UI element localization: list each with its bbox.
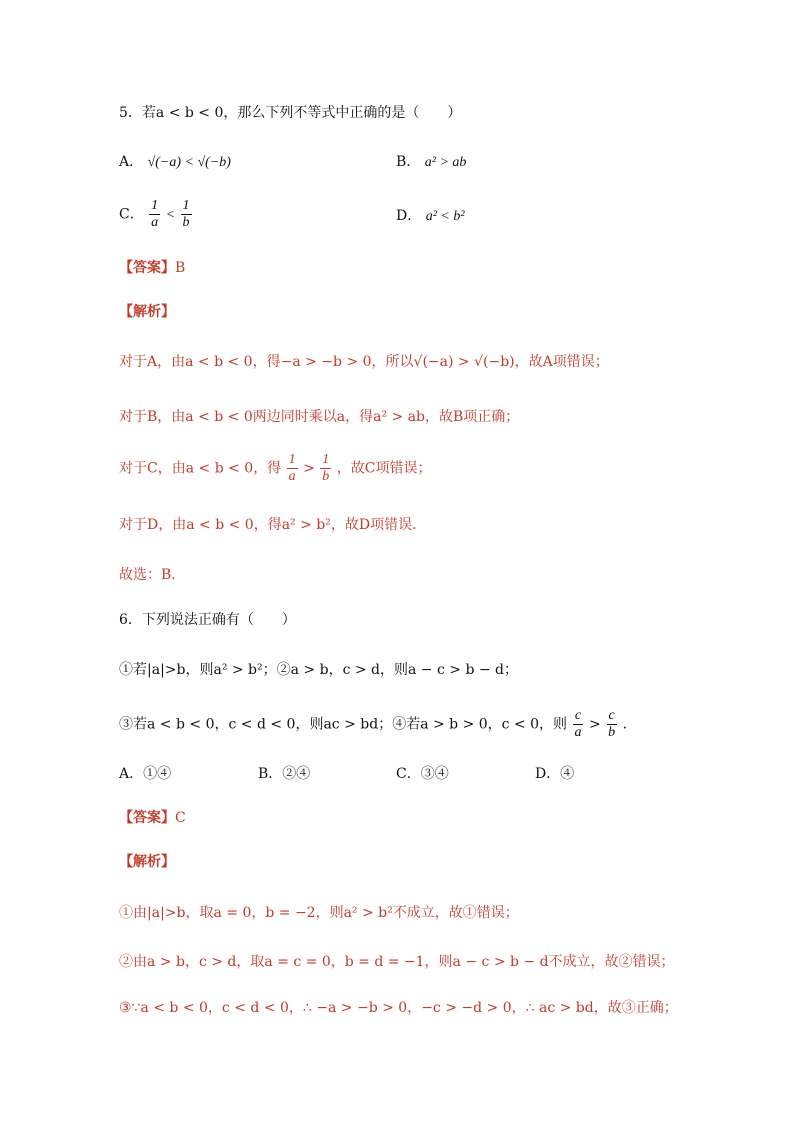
q5-analysis-label: 【解析】 [119,304,175,320]
q5-analysis-line-a: 对于A，由a < b < 0，得−a > −b > 0，所以√(−a) > √(−b)，故A项错误； [119,354,609,370]
q5-option-b-text: a² > ab [424,155,467,170]
q6-line2-frac2 [606,708,617,741]
q6-analysis-line-3: ③∵a < b < 0，c < d < 0，∴ −a > −b > 0，−c > −d > 0，∴ ac > bd，故③正确； [119,1000,678,1016]
q5-option-c-label: C． [119,206,144,223]
answer-label: 【答案】 [119,260,175,276]
q5-option-c-frac-right [181,198,192,231]
q6-answer [119,808,186,828]
frac-num: 1 [182,198,190,213]
frac-num: 1 [151,198,159,213]
frac-num: c [608,708,615,723]
q5-option-a[interactable] [119,152,231,173]
frac-den: a [151,215,159,230]
q6-option-d[interactable]: D．④ [535,766,575,782]
frac-den: b [182,215,190,230]
q5-option-d-text: a² < b² [425,209,465,224]
q5-analysis-line-c [119,452,431,485]
q6-analysis-line-1: ①由|a|>b，取a = 0，b = −2，则a² > b²不成立，故①错误； [119,905,519,921]
q5-option-c-op: < [165,207,176,223]
answer-value: B [175,260,186,276]
q5-analysis-line-b: 对于B，由a < b < 0两边同时乘以a，得a² > ab，故B项正确； [119,409,520,425]
frac-den: b [322,469,330,484]
frac-den: a [288,469,296,484]
q6-stem: 6．下列说法正确有（ ） [119,612,296,628]
q5-answer [119,258,185,278]
frac-den: a [574,725,582,740]
answer-value: C [175,810,186,826]
analysis-c-op: > [303,460,315,477]
analysis-c-suffix: ，故C项错误； [336,460,432,477]
q6-line2-suffix: ． [622,716,637,733]
q6-analysis-line-2: ②由a > b，c > d，取a = c = 0，b = d = −1，则a − c > b − d不成立，故②错误； [119,954,675,970]
analysis-c-frac1 [287,452,298,485]
q5-analysis-line-d: 对于D，由a < b < 0，得a² > b²，故D项错误． [119,517,427,533]
q5-stem: 5．若a < b < 0，那么下列不等式中正确的是（ ） [119,105,462,121]
q6-option-c[interactable]: C．③④ [396,766,449,782]
q5-option-c[interactable] [119,198,193,231]
q6-analysis-label: 【解析】 [119,854,175,870]
answer-label: 【答案】 [119,810,175,826]
q6-line2-frac1 [573,708,584,741]
q5-option-d-label: D． [396,208,422,224]
q6-option-a[interactable]: A．①④ [119,766,172,782]
frac-num: 1 [322,452,330,467]
q5-conclusion: 故选：B． [119,567,186,583]
q5-option-c-frac-left [149,198,160,231]
frac-num: c [574,708,582,723]
q5-option-a-text: √(−a) < √(−b) [147,155,231,170]
q6-line2-prefix: ③若a < b < 0，c < d < 0，则ac > bd；④若a > b > 0，c < 0，则 [119,716,568,733]
frac-den: b [608,725,616,740]
q5-option-a-label: A． [119,154,144,170]
q6-statement-line1: ①若|a|>b，则a² > b²；②a > b，c > d，则a − c > b − d； [119,662,519,678]
analysis-c-prefix: 对于C，由a < b < 0，得 [119,460,282,477]
q5-option-d[interactable] [396,206,465,227]
q6-statement-line2 [119,708,637,741]
q5-option-b-label: B． [396,154,421,170]
frac-num: 1 [288,452,296,467]
q5-option-b[interactable] [396,152,466,173]
analysis-c-frac2 [320,452,331,485]
q6-option-b[interactable]: B．②④ [258,766,311,782]
q6-line2-op: > [588,716,601,733]
